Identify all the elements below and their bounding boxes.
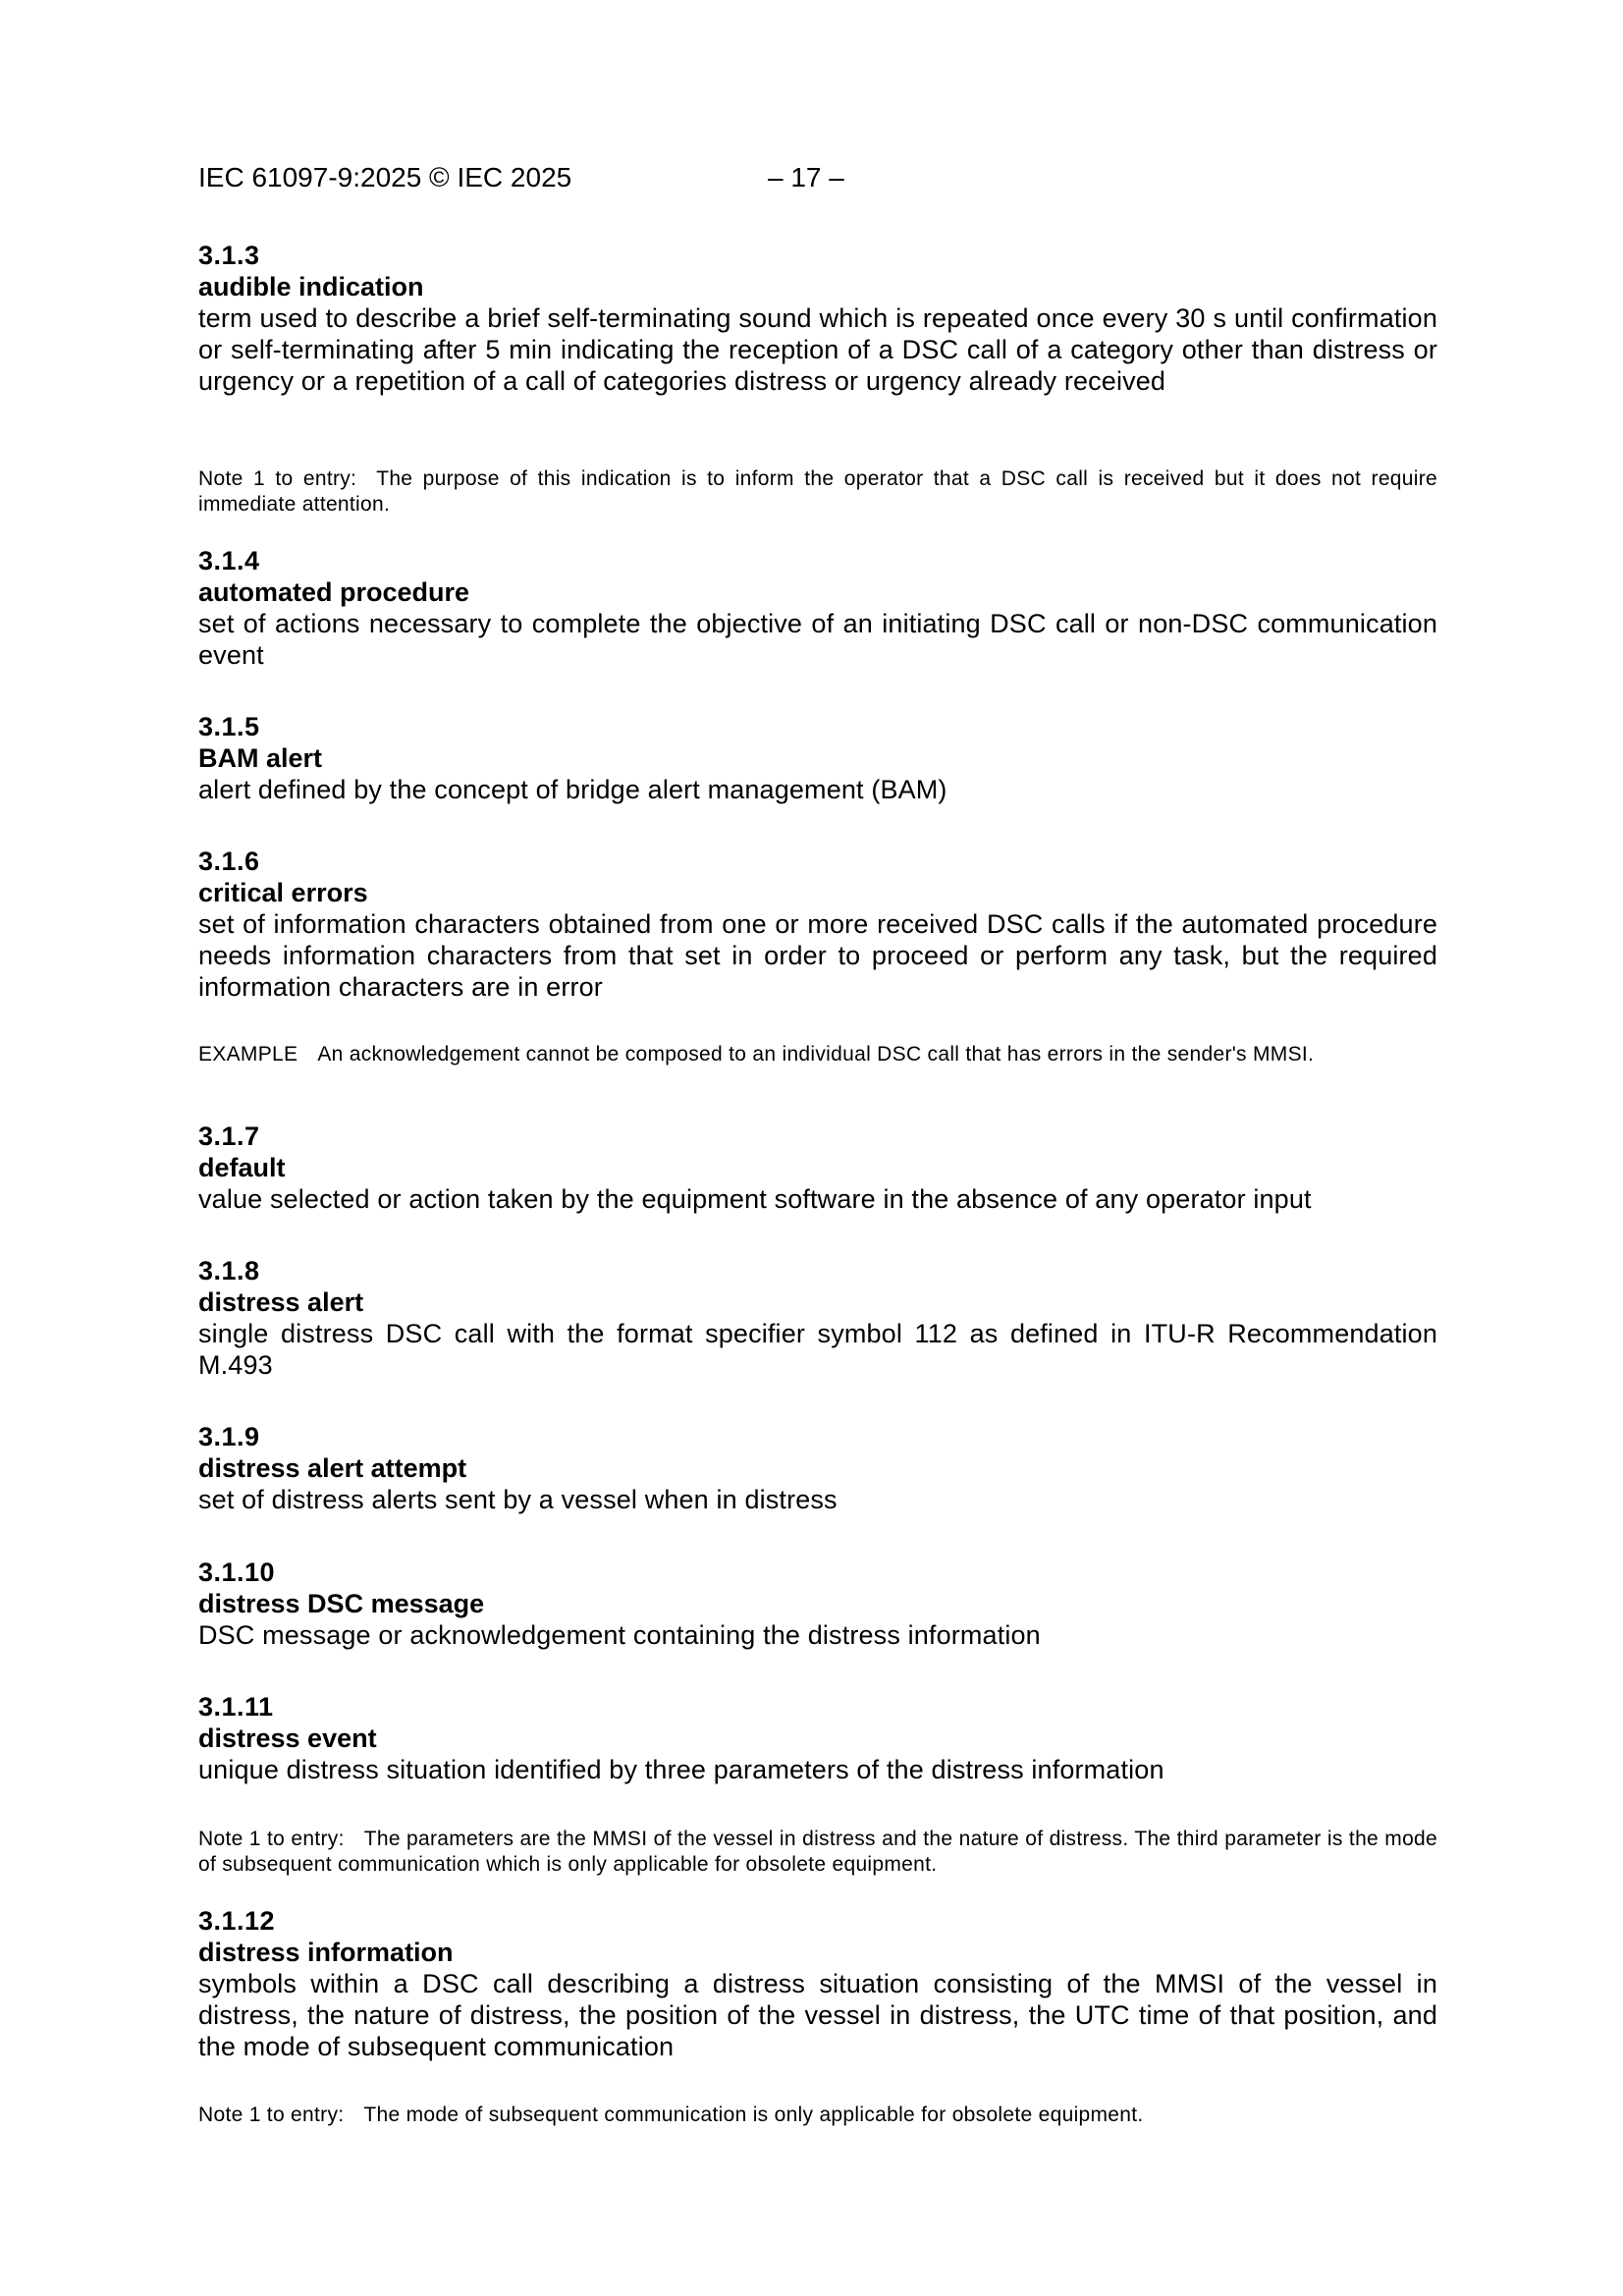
term-name: distress alert: [198, 1287, 364, 1317]
term-name: BAM alert: [198, 743, 323, 773]
term-entry: [198, 1557, 1437, 1651]
term-number: 3.1.3: [198, 241, 260, 270]
term-entry: [198, 1905, 1437, 2062]
note-label: Note 1 to entry:: [198, 2104, 345, 2126]
term-number: 3.1.4: [198, 546, 260, 575]
term-name: critical errors: [198, 878, 368, 907]
term-definition: value selected or action taken by the equipment software in the absence of any operator input: [198, 1184, 1312, 1214]
term-definition: DSC message or acknowledgement containing the distress information: [198, 1620, 1041, 1650]
example-label: EXAMPLE: [198, 1043, 298, 1066]
term-definition: alert defined by the concept of bridge alert management (BAM): [198, 775, 947, 804]
term-entry: [198, 846, 1437, 1003]
term-name: audible indication: [198, 272, 424, 301]
note-label: Note 1 to entry:: [198, 1828, 345, 1850]
term-entry: [198, 1421, 1437, 1515]
term-entry: [198, 545, 1437, 671]
term-number: 3.1.12: [198, 1906, 276, 1936]
term-name: distress DSC message: [198, 1589, 485, 1618]
term-definition: single distress DSC call with the format specifier symbol 112 as defined in ITU-R Recommendation M.493: [198, 1319, 1437, 1380]
term-entry: [198, 1255, 1437, 1381]
term-number: 3.1.6: [198, 847, 260, 876]
note-text: The purpose of this indication is to inform the operator that a DSC call is received but it does not require immediate attention.: [198, 467, 1437, 516]
term-entry: [198, 711, 1437, 805]
page-number: – 17 –: [768, 162, 844, 192]
term-name: default: [198, 1153, 286, 1182]
standard-reference: IEC 61097-9:2025 © IEC 2025: [198, 162, 572, 192]
term-definition: set of information characters obtained from one or more received DSC calls if the automated procedure needs information characters from that set in order to proceed or perform any task, but the required information characters are in error: [198, 909, 1437, 1002]
term-definition: unique distress situation identified by three parameters of the distress information: [198, 1755, 1164, 1784]
term-name: distress alert attempt: [198, 1453, 467, 1483]
term-definition: symbols within a DSC call describing a distress situation consisting of the MMSI of the vessel in distress, the nature of distress, the position of the vessel in distress, the UTC time of that position, and the mode of subsequent communication: [198, 1969, 1437, 2061]
term-number: 3.1.5: [198, 712, 260, 741]
term-entry: [198, 1691, 1437, 1785]
term-name: automated procedure: [198, 577, 470, 607]
document-page: [198, 0, 1437, 2296]
term-definition: term used to describe a brief self-terminating sound which is repeated once every 30 s until confirmation or self-terminating after 5 min indicating the reception of a DSC call of a category other than distress or urgency or a repetition of a call of categories distress or urgency already received: [198, 303, 1437, 396]
term-number: 3.1.7: [198, 1121, 260, 1151]
term-number: 3.1.9: [198, 1422, 260, 1451]
term-note: [198, 466, 1437, 518]
term-entry: [198, 240, 1437, 397]
term-note: [198, 1827, 1437, 1878]
term-name: distress event: [198, 1723, 377, 1753]
note-label: Note 1 to entry:: [198, 467, 357, 490]
term-entry: [198, 1121, 1437, 1215]
page-header: [198, 160, 1437, 195]
term-definition: set of distress alerts sent by a vessel when in distress: [198, 1485, 838, 1514]
term-note: [198, 2103, 1437, 2128]
term-name: distress information: [198, 1938, 454, 1967]
term-number: 3.1.8: [198, 1256, 260, 1285]
example-text: An acknowledgement cannot be composed to an individual DSC call that has errors in the sender's MMSI.: [317, 1043, 1315, 1066]
term-number: 3.1.11: [198, 1692, 274, 1722]
term-number: 3.1.10: [198, 1558, 276, 1587]
note-text: The mode of subsequent communication is only applicable for obsolete equipment.: [363, 2104, 1144, 2126]
term-definition: set of actions necessary to complete the objective of an initiating DSC call or non-DSC communication event: [198, 609, 1437, 670]
term-example: [198, 1042, 1437, 1067]
note-text: The parameters are the MMSI of the vessel in distress and the nature of distress. The third parameter is the mode of subsequent communication which is only applicable for obsolete equipment.: [198, 1828, 1438, 1876]
